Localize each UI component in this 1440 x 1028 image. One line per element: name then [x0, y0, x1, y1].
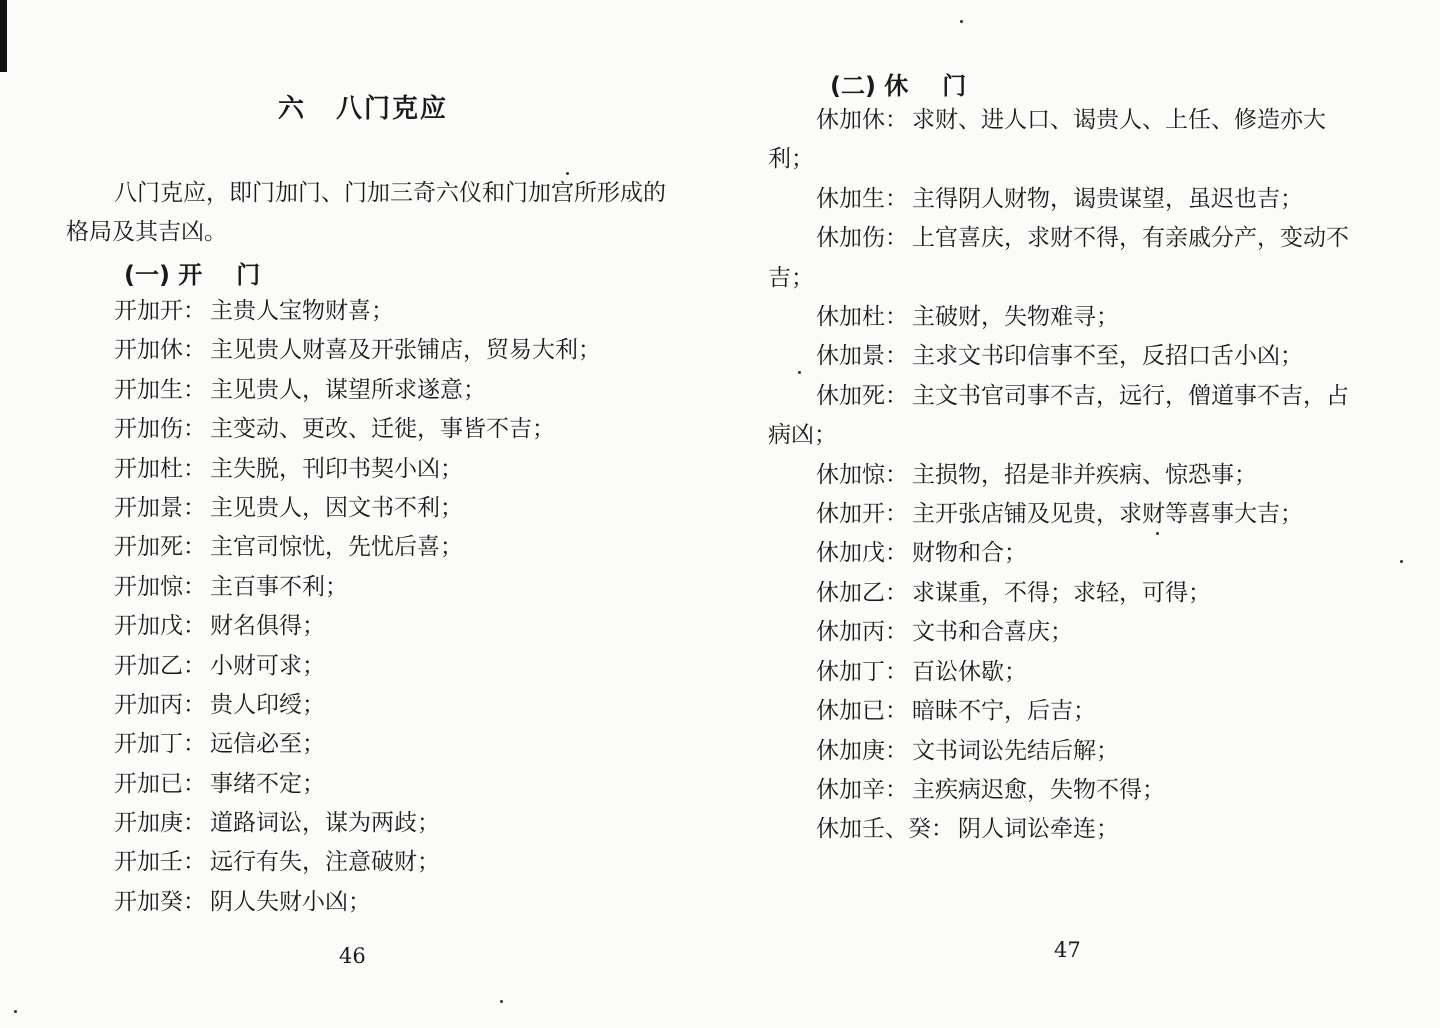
entry-key: 开加生 — [114, 376, 183, 403]
entry-key: 开加杜 — [114, 455, 183, 482]
entry-separator: ： — [885, 698, 908, 725]
xiu-men-entry-list — [768, 101, 1358, 850]
entry-separator: ： — [183, 534, 206, 561]
entry-key: 开加乙 — [114, 652, 183, 679]
entry-text: 主变动、更改、迁徙，事皆不吉； — [210, 416, 555, 443]
entry-key: 开加伤 — [114, 416, 183, 443]
entry-item — [114, 804, 674, 843]
entry-text: 事绪不定； — [210, 770, 325, 797]
section-heading-kai-men — [124, 255, 260, 290]
section-char-1: 开 — [178, 261, 203, 289]
entry-separator: ： — [885, 776, 908, 803]
entry-item — [114, 725, 674, 764]
entry-key: 休加死 — [816, 382, 885, 409]
entry-key: 休加辛 — [816, 776, 885, 803]
entry-separator: ： — [183, 494, 206, 521]
entry-key: 休加伤 — [816, 225, 885, 252]
entry-separator: ： — [885, 304, 908, 331]
entry-text: 主百事不利； — [210, 573, 348, 600]
entry-text: 求谋重，不得；求轻，可得； — [912, 579, 1211, 606]
entry-key: 休加壬、癸 — [816, 816, 931, 843]
entry-separator: ： — [885, 658, 908, 685]
entry-separator: ： — [183, 731, 206, 758]
entry-text: 主破财，失物难寻； — [912, 304, 1119, 331]
entry-item — [768, 574, 1358, 613]
entry-key: 休加景 — [816, 343, 885, 370]
chapter-title — [278, 88, 448, 125]
entry-text: 文书和合喜庆； — [912, 619, 1073, 646]
entry-item — [114, 528, 674, 567]
entry-item — [114, 410, 674, 449]
scan-speck — [960, 20, 963, 23]
entry-text: 求财、进人口、谒贵人、上任、修造亦大利； — [768, 107, 1326, 173]
entry-key: 开加已 — [114, 770, 183, 797]
entry-item — [114, 371, 674, 410]
entry-key: 休加丁 — [816, 658, 885, 685]
entry-text: 远行有失，注意破财； — [210, 849, 440, 876]
entry-text: 主见贵人财喜及开张铺店，贸易大利； — [210, 337, 601, 364]
entry-text: 上官喜庆，求财不得，有亲戚分产，变动不吉； — [768, 225, 1349, 291]
entry-item — [768, 653, 1358, 692]
entry-text: 远信必至； — [210, 731, 325, 758]
section-heading-xiu-men — [830, 66, 966, 101]
entry-key: 休加已 — [816, 698, 885, 725]
page-number-left: 46 — [339, 944, 366, 968]
entry-item — [768, 337, 1358, 376]
entry-separator: ： — [885, 185, 908, 212]
entry-item — [114, 568, 674, 607]
entry-text: 财物和合； — [912, 540, 1027, 567]
entry-separator: ： — [885, 540, 908, 567]
entry-key: 休加开 — [816, 501, 885, 528]
entry-separator: ： — [183, 849, 206, 876]
entry-separator: ： — [183, 691, 206, 718]
entry-item — [114, 883, 674, 922]
entry-text: 主求文书印信事不至，反招口舌小凶； — [912, 343, 1303, 370]
entry-text: 主疾病迟愈，失物不得； — [912, 776, 1165, 803]
scan-speck — [1156, 532, 1159, 535]
entry-item — [768, 495, 1358, 534]
entry-key: 开加休 — [114, 337, 183, 364]
entry-separator: ： — [885, 225, 908, 252]
entry-item — [768, 810, 1358, 849]
entry-text: 阴人词讼牵连； — [958, 816, 1119, 843]
entry-key: 休加杜 — [816, 304, 885, 331]
entry-item — [768, 377, 1358, 456]
section-char-2: 门 — [942, 72, 967, 100]
scan-speck — [798, 371, 801, 374]
right-page — [720, 0, 1440, 1028]
section-char-2: 门 — [236, 261, 261, 289]
entry-separator: ： — [183, 416, 206, 443]
entry-separator: ： — [885, 343, 908, 370]
entry-separator: ： — [885, 579, 908, 606]
entry-item — [768, 613, 1358, 652]
entry-text: 主失脱，刊印书契小凶； — [210, 455, 463, 482]
entry-separator: ： — [885, 619, 908, 646]
chapter-number: 六 — [278, 94, 307, 124]
entry-key: 开加壬 — [114, 849, 183, 876]
entry-separator: ： — [183, 810, 206, 837]
entry-item — [768, 101, 1358, 180]
entry-text: 主官司惊忧，先忧后喜； — [210, 534, 463, 561]
entry-item — [768, 771, 1358, 810]
entry-item — [114, 331, 674, 370]
entry-separator: ： — [885, 107, 908, 133]
entry-item — [114, 292, 674, 331]
entry-text: 贵人印绶； — [210, 691, 325, 718]
entry-item — [768, 692, 1358, 731]
entry-item — [114, 647, 674, 686]
entry-key: 开加庚 — [114, 810, 183, 837]
entry-key: 休加休 — [816, 107, 885, 133]
entry-text: 主文书官司事不吉，远行，僧道事不吉，占病凶； — [768, 382, 1349, 449]
entry-item — [114, 489, 674, 528]
section-char-1: 休 — [884, 72, 909, 100]
entry-separator: ： — [183, 455, 206, 482]
entry-item — [114, 450, 674, 489]
intro-paragraph: 八门克应，即门加门、门加三奇六仪和门加宫所形成的格局及其吉凶。 — [66, 180, 666, 245]
entry-separator: ： — [885, 501, 908, 528]
entry-text: 主开张店铺及见贵，求财等喜事大吉； — [912, 501, 1303, 528]
entry-separator: ： — [183, 298, 206, 324]
entry-separator: ： — [183, 888, 206, 915]
entry-key: 开加丙 — [114, 691, 183, 718]
entry-separator: ： — [183, 652, 206, 679]
entry-key: 开加景 — [114, 494, 183, 521]
entry-key: 休加庚 — [816, 737, 885, 764]
entry-item — [768, 456, 1358, 495]
entry-key: 开加惊 — [114, 573, 183, 600]
entry-item — [768, 534, 1358, 573]
entry-item — [114, 843, 674, 882]
scan-speck — [500, 1000, 503, 1003]
entry-key: 休加丙 — [816, 619, 885, 646]
entry-text: 文书词讼先结后解； — [912, 737, 1119, 764]
entry-item — [768, 180, 1358, 219]
entry-separator: ： — [885, 737, 908, 764]
entry-text: 暗昧不宁，后吉； — [912, 698, 1096, 725]
entry-key: 开加开 — [114, 298, 183, 324]
chapter-title-text: 八门克应 — [336, 94, 449, 124]
entry-text: 阴人失财小凶； — [210, 888, 371, 915]
entry-text: 主损物，招是非并疾病、惊恐事； — [912, 461, 1257, 488]
entry-text: 财名俱得； — [210, 613, 325, 640]
entry-item — [114, 607, 674, 646]
entry-separator: ： — [183, 613, 206, 640]
scan-speck — [1400, 560, 1403, 563]
entry-separator: ： — [183, 337, 206, 364]
entry-key: 开加丁 — [114, 731, 183, 758]
entry-item — [114, 765, 674, 804]
entry-text: 主贵人宝物财喜； — [210, 298, 394, 324]
entry-text: 主见贵人，因文书不利； — [210, 494, 463, 521]
entry-key: 开加癸 — [114, 888, 183, 915]
scan-speck — [14, 1010, 17, 1013]
entry-item — [768, 732, 1358, 771]
entry-separator: ： — [183, 770, 206, 797]
entry-key: 休加戊 — [816, 540, 885, 567]
entry-separator: ： — [931, 816, 954, 843]
entry-key: 休加生 — [816, 185, 885, 212]
entry-separator: ： — [183, 573, 206, 600]
entry-text: 道路词讼，谋为两歧； — [210, 810, 440, 837]
entry-key: 休加乙 — [816, 579, 885, 606]
entry-key: 休加惊 — [816, 461, 885, 488]
entry-separator: ： — [885, 461, 908, 488]
kai-men-entry-list — [114, 292, 674, 922]
entry-text: 百讼休歇； — [912, 658, 1027, 685]
entry-item — [768, 298, 1358, 337]
section-index: (二) — [830, 72, 876, 100]
entry-key: 开加戊 — [114, 613, 183, 640]
entry-item — [114, 686, 674, 725]
section-index: (一) — [124, 261, 170, 289]
page-number-right: 47 — [1054, 938, 1081, 962]
entry-text: 小财可求； — [210, 652, 325, 679]
scan-speck — [566, 172, 569, 175]
entry-text: 主得阴人财物，谒贵谋望，虽迟也吉； — [912, 185, 1303, 212]
entry-separator: ： — [183, 376, 206, 403]
entry-separator: ： — [885, 382, 908, 409]
entry-text: 主见贵人，谋望所求遂意； — [210, 376, 486, 403]
entry-item — [768, 219, 1358, 298]
entry-key: 开加死 — [114, 534, 183, 561]
